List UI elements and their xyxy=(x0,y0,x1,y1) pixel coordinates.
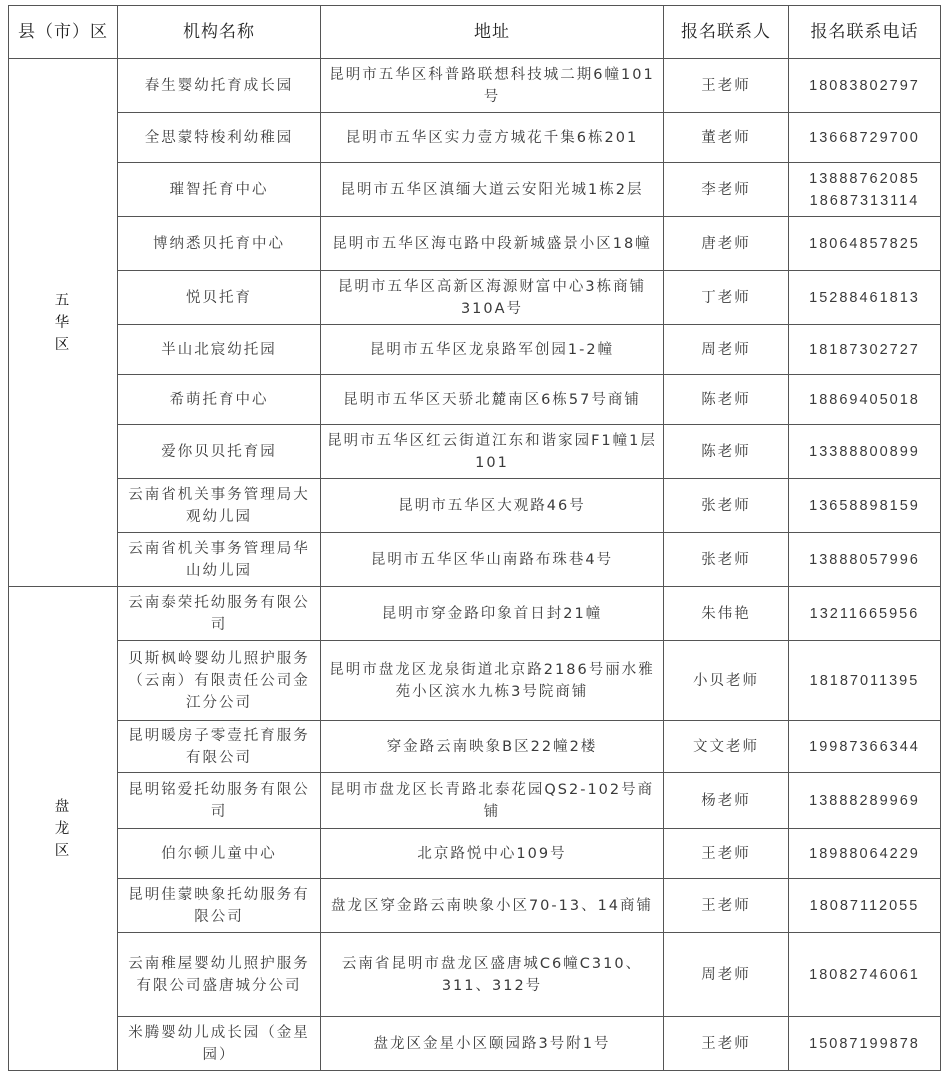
phone-number[interactable]: 13668729700 xyxy=(809,129,920,146)
contact-cell: 陈老师 xyxy=(664,425,789,479)
org-name-cell: 云南泰荣托幼服务有限公司 xyxy=(118,587,321,641)
district-char: 盘 xyxy=(54,798,72,815)
address-cell: 昆明市五华区龙泉路军创园1-2幢 xyxy=(321,325,664,375)
phone-number[interactable]: 18988064229 xyxy=(809,845,920,862)
district-cell xyxy=(9,587,118,1071)
header-district: 县（市）区 xyxy=(9,6,118,59)
address-cell: 昆明市五华区红云街道江东和谐家园F1幢1层101 xyxy=(321,425,664,479)
contact-cell: 王老师 xyxy=(664,879,789,933)
contact-cell: 陈老师 xyxy=(664,375,789,425)
phone-number[interactable]: 13658898159 xyxy=(809,497,920,514)
contact-cell: 张老师 xyxy=(664,533,789,587)
table-row xyxy=(9,325,941,375)
district-char: 区 xyxy=(54,842,72,859)
address-cell: 昆明市五华区海屯路中段新城盛景小区18幢 xyxy=(321,217,664,271)
address-cell: 昆明市盘龙区龙泉街道北京路2186号丽水雅苑小区滨水九栋3号院商铺 xyxy=(321,641,664,721)
table-row xyxy=(9,375,941,425)
contact-cell: 董老师 xyxy=(664,113,789,163)
phone-cell xyxy=(789,325,941,375)
org-name-cell: 璀智托育中心 xyxy=(118,163,321,217)
org-name-cell: 贝斯枫岭婴幼儿照护服务（云南）有限责任公司金江分公司 xyxy=(118,641,321,721)
phone-cell xyxy=(789,271,941,325)
phone-number[interactable]: 13888057996 xyxy=(809,551,920,568)
address-cell: 昆明市五华区实力壹方城花千集6栋201 xyxy=(321,113,664,163)
phone-cell xyxy=(789,879,941,933)
org-name-cell: 半山北宸幼托园 xyxy=(118,325,321,375)
phone-cell xyxy=(789,163,941,217)
org-name-cell: 希萌托育中心 xyxy=(118,375,321,425)
org-name-cell: 春生婴幼托育成长园 xyxy=(118,59,321,113)
table-row xyxy=(9,533,941,587)
table-row xyxy=(9,829,941,879)
org-name-cell: 云南省机关事务管理局大观幼儿园 xyxy=(118,479,321,533)
address-cell: 昆明市五华区滇缅大道云安阳光城1栋2层 xyxy=(321,163,664,217)
contact-cell: 朱伟艳 xyxy=(664,587,789,641)
table-row xyxy=(9,271,941,325)
contact-cell: 周老师 xyxy=(664,933,789,1017)
table-row xyxy=(9,59,941,113)
address-cell: 昆明市五华区高新区海源财富中心3栋商铺310A号 xyxy=(321,271,664,325)
table-row xyxy=(9,425,941,479)
org-name-cell: 悦贝托育 xyxy=(118,271,321,325)
phone-cell xyxy=(789,217,941,271)
phone-number[interactable]: 15288461813 xyxy=(809,289,920,306)
header-org-name: 机构名称 xyxy=(118,6,321,59)
phone-cell xyxy=(789,425,941,479)
phone-cell xyxy=(789,533,941,587)
contact-cell: 丁老师 xyxy=(664,271,789,325)
phone-number[interactable]: 19987366344 xyxy=(809,738,920,755)
phone-cell xyxy=(789,479,941,533)
org-name-cell: 全思蒙特梭利幼稚园 xyxy=(118,113,321,163)
phone-number[interactable]: 18687313114 xyxy=(809,192,920,209)
contact-cell: 王老师 xyxy=(664,59,789,113)
phone-cell xyxy=(789,587,941,641)
address-cell: 昆明市五华区科普路联想科技城二期6幢101号 xyxy=(321,59,664,113)
contact-cell: 李老师 xyxy=(664,163,789,217)
contact-cell: 小贝老师 xyxy=(664,641,789,721)
phone-number[interactable]: 18064857825 xyxy=(809,235,920,252)
phone-number[interactable]: 18869405018 xyxy=(809,391,920,408)
address-cell: 盘龙区穿金路云南映象小区70-13、14商铺 xyxy=(321,879,664,933)
phone-number[interactable]: 13888762085 xyxy=(809,170,920,187)
table-row xyxy=(9,879,941,933)
contact-cell: 王老师 xyxy=(664,1017,789,1071)
address-cell: 昆明市五华区大观路46号 xyxy=(321,479,664,533)
address-cell: 昆明市五华区天骄北麓南区6栋57号商铺 xyxy=(321,375,664,425)
org-name-cell: 昆明佳蒙映象托幼服务有限公司 xyxy=(118,879,321,933)
org-name-cell: 云南省机关事务管理局华山幼儿园 xyxy=(118,533,321,587)
org-name-cell: 昆明暖房子零壹托育服务有限公司 xyxy=(118,721,321,773)
phone-number[interactable]: 13211665956 xyxy=(809,605,920,622)
district-char: 华 xyxy=(54,314,72,331)
phone-number[interactable]: 18187302727 xyxy=(809,341,920,358)
contact-cell: 周老师 xyxy=(664,325,789,375)
phone-cell xyxy=(789,933,941,1017)
address-cell: 云南省昆明市盘龙区盛唐城C6幢C310、311、312号 xyxy=(321,933,664,1017)
district-char: 五 xyxy=(54,292,72,309)
table-row xyxy=(9,641,941,721)
org-name-cell: 爱你贝贝托育园 xyxy=(118,425,321,479)
phone-number[interactable]: 18087112055 xyxy=(809,897,920,914)
phone-cell xyxy=(789,375,941,425)
phone-number[interactable]: 18082746061 xyxy=(809,966,920,983)
contact-cell: 王老师 xyxy=(664,829,789,879)
phone-cell xyxy=(789,641,941,721)
contact-cell: 文文老师 xyxy=(664,721,789,773)
district-cell xyxy=(9,59,118,587)
phone-cell xyxy=(789,829,941,879)
phone-cell xyxy=(789,113,941,163)
org-name-cell: 伯尔顿儿童中心 xyxy=(118,829,321,879)
contact-cell: 张老师 xyxy=(664,479,789,533)
phone-number[interactable]: 18083802797 xyxy=(809,77,920,94)
address-cell: 昆明市盘龙区长青路北泰花园QS2-102号商铺 xyxy=(321,773,664,829)
header-row xyxy=(9,6,941,59)
phone-cell xyxy=(789,721,941,773)
phone-cell xyxy=(789,1017,941,1071)
phone-number[interactable]: 18187011395 xyxy=(809,672,920,689)
phone-number[interactable]: 13388800899 xyxy=(809,443,920,460)
table-row xyxy=(9,587,941,641)
address-cell: 北京路悦中心109号 xyxy=(321,829,664,879)
table-row xyxy=(9,163,941,217)
address-cell: 昆明市穿金路印象首日封21幢 xyxy=(321,587,664,641)
phone-cell xyxy=(789,59,941,113)
daycare-roster-table xyxy=(8,5,941,1071)
table-row xyxy=(9,721,941,773)
org-name-cell: 云南稚屋婴幼儿照护服务有限公司盛唐城分公司 xyxy=(118,933,321,1017)
table-body xyxy=(9,59,941,1071)
table-row xyxy=(9,479,941,533)
district-char: 龙 xyxy=(54,820,72,837)
header-phone: 报名联系电话 xyxy=(789,6,941,59)
header-contact: 报名联系人 xyxy=(664,6,789,59)
table-row xyxy=(9,1017,941,1071)
org-name-cell: 米腾婴幼儿成长园（金星园） xyxy=(118,1017,321,1071)
phone-number[interactable]: 15087199878 xyxy=(809,1035,920,1052)
org-name-cell: 博纳悉贝托育中心 xyxy=(118,217,321,271)
table-row xyxy=(9,113,941,163)
table-row xyxy=(9,933,941,1017)
contact-cell: 杨老师 xyxy=(664,773,789,829)
address-cell: 昆明市五华区华山南路布珠巷4号 xyxy=(321,533,664,587)
phone-number[interactable]: 13888289969 xyxy=(809,792,920,809)
header-address: 地址 xyxy=(321,6,664,59)
address-cell: 穿金路云南映象B区22幢2楼 xyxy=(321,721,664,773)
table-row xyxy=(9,773,941,829)
district-char: 区 xyxy=(54,336,72,353)
table-row xyxy=(9,217,941,271)
org-name-cell: 昆明铭爱托幼服务有限公司 xyxy=(118,773,321,829)
contact-cell: 唐老师 xyxy=(664,217,789,271)
address-cell: 盘龙区金星小区颐园路3号附1号 xyxy=(321,1017,664,1071)
phone-cell xyxy=(789,773,941,829)
